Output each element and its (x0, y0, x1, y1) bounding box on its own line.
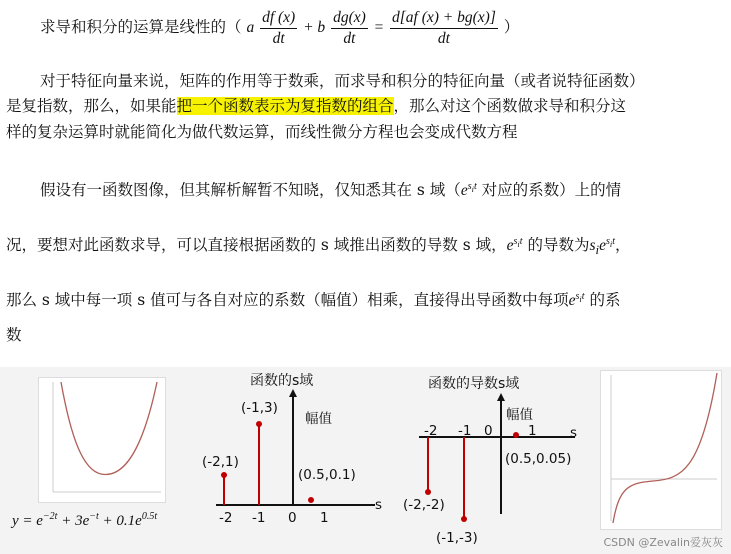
para3-line4: 数 (6, 326, 22, 344)
deriv-tick-m1: -1 (458, 423, 472, 439)
deriv-title: 函数的导数s域 (428, 376, 520, 392)
linearity-suffix: ） (503, 18, 520, 37)
deriv-xlabel: s (570, 425, 578, 441)
deriv-tick-1: 1 (528, 423, 537, 439)
function-curve (61, 382, 157, 474)
para3-line3: 那么 s 域中每一项 s 值可与各自对应的系数（幅值）相乘，直接得出导函数中每项$e^{s_it}$ 的系 (6, 291, 621, 310)
para3-line1: 假设有一函数图像，但其解析解暂不知晓，仅知悉其在 s 域（$e^{s_it}$ 对应的系数）上的情 (40, 181, 622, 200)
sdomain-point-05 (308, 497, 314, 503)
para2-line2: 是复指数，那么，如果能把一个函数表示为复指数的组合，那么对这个函数做求导和积分这 (6, 97, 627, 115)
sdomain-label-m2: (-2,1) (202, 454, 239, 470)
sdomain-label-05: (0.5,0.1) (298, 467, 356, 483)
deriv-point-m2 (425, 489, 431, 495)
linearity-formula: a $\frac{df (x)}{dt}$ + b $\frac{dg(x)}{dt}$ = $\frac{d[af (x) + bg(x)]}{dt}$ (246, 9, 496, 47)
function-formula: $y = e^{-2t} + 3e^{-t} + 0.1e^{0.5t}$ (12, 511, 158, 529)
sdomain-tick-m1: -1 (252, 510, 266, 526)
para2-line3: 样的复杂运算时就能简化为做代数运算，而线性微分方程也会变成代数方程 (6, 123, 518, 141)
sdomain-point-m2 (221, 472, 227, 478)
derivative-curve-svg (601, 371, 721, 529)
sdomain-xlabel: s (375, 497, 383, 513)
sdomain-point-m1 (256, 421, 262, 427)
deriv-label-m2: (-2,-2) (403, 497, 445, 513)
function-plot (38, 377, 166, 503)
deriv-ylabel: 幅值 (506, 407, 533, 423)
derivative-plot (600, 370, 722, 530)
watermark: CSDN @Zevalin爱灰灰 (603, 536, 723, 549)
sdomain-tick-0: 0 (288, 510, 297, 526)
highlight-text: 把一个函数表示为复指数的组合 (176, 97, 394, 115)
sdomain-ylabel: 幅值 (305, 411, 332, 427)
para3-line2: 况，要想对此函数求导，可以直接根据函数的 s 域推出函数的导数 s 域，$e^{s_it}$ 的导数为$s_ie^{s_it}$， (6, 236, 631, 258)
deriv-label-05: (0.5,0.05) (505, 451, 572, 467)
deriv-point-05 (513, 432, 519, 438)
deriv-tick-m2: -2 (424, 423, 438, 439)
sdomain-label-m1: (-1,3) (241, 400, 278, 416)
sdomain-tick-m2: -2 (219, 510, 233, 526)
para2-line1: 对于特征向量来说，矩阵的作用等于数乘，而求导和积分的特征向量（或者说特征函数） (40, 72, 645, 90)
sdomain-title: 函数的s域 (250, 373, 314, 389)
linearity-sentence (40, 8, 725, 49)
figure-strip (0, 367, 731, 554)
derivative-curve (613, 373, 717, 523)
sdomain-tick-1: 1 (320, 510, 329, 526)
deriv-point-m1 (461, 516, 467, 522)
deriv-label-m1: (-1,-3) (436, 530, 478, 546)
function-curve-svg (39, 378, 165, 502)
deriv-tick-0: 0 (484, 423, 493, 439)
linearity-prefix: 求导和积分的运算是线性的（ (40, 18, 242, 37)
